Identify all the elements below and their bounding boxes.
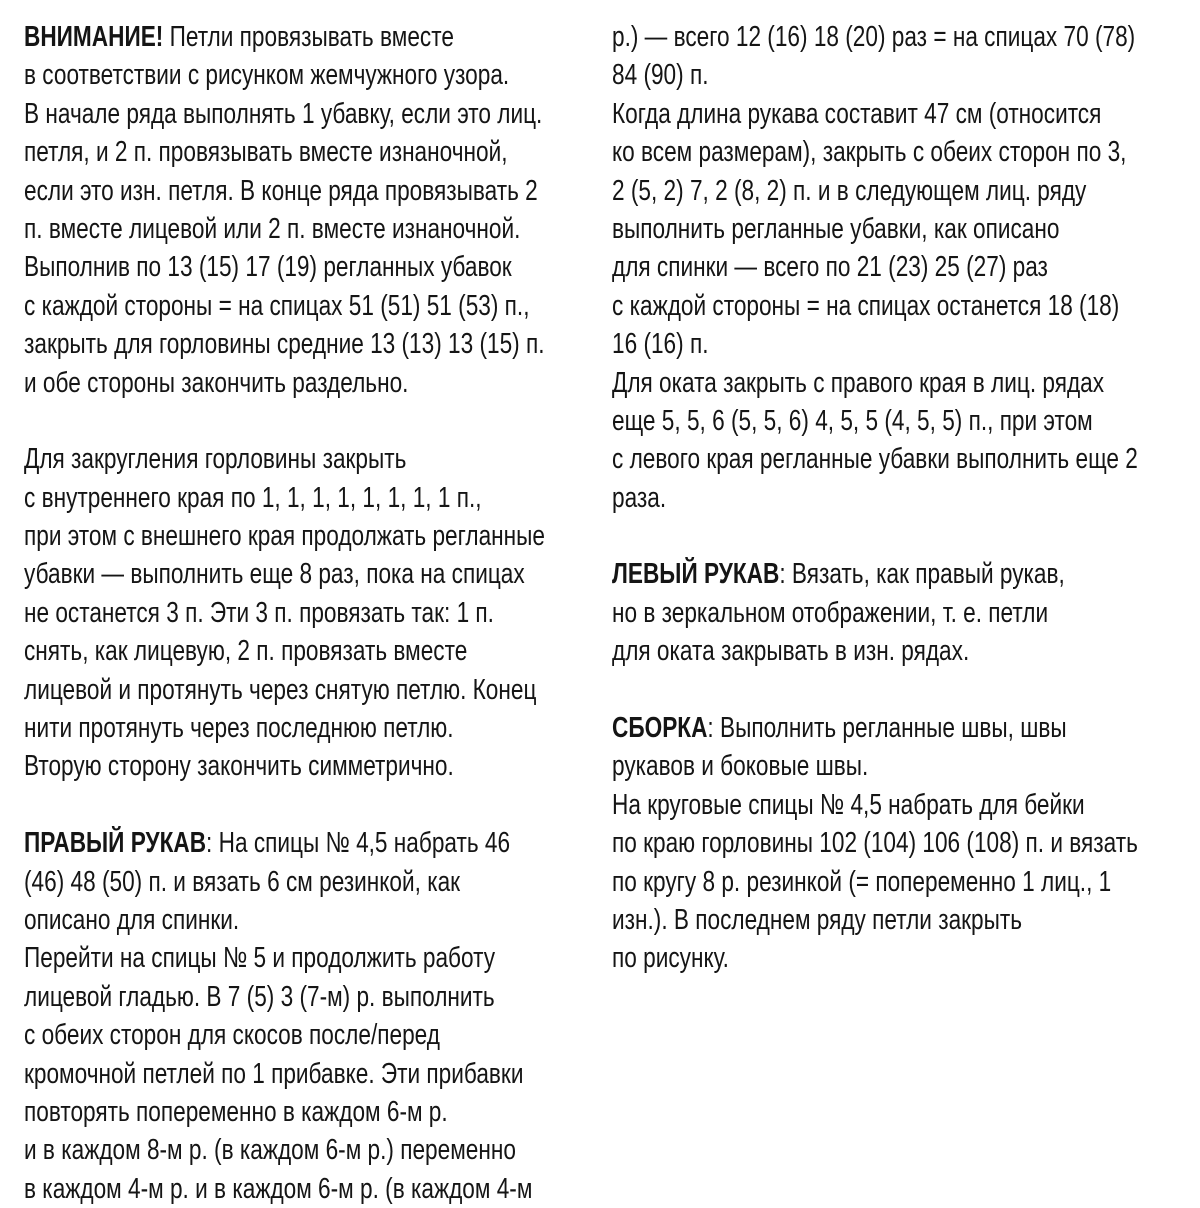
right-sleeve-section: [24, 824, 593, 1208]
warning-section: [24, 18, 593, 402]
text-line: петля, и 2 п. провязывать вместе изнаночной,: [24, 136, 508, 169]
text-line: раза.: [612, 481, 667, 514]
text-line: с левого края регланные убавки выполнить еще 2: [612, 443, 1138, 476]
right-sleeve-heading: ПРАВЫЙ РУКАВ: [24, 827, 207, 860]
text-line: для спинки — всего по 21 (23) 25 (27) раз: [612, 251, 1048, 284]
text-line: и в каждом 8-м р. (в каждом 6-м р.) переменно: [24, 1134, 516, 1167]
text-line: Для закругления горловины закрыть: [24, 443, 407, 476]
text-line: лицевой и протянуть через снятую петлю. Конец: [24, 673, 537, 706]
text-line: Для оката закрыть с правого края в лиц. рядах: [612, 366, 1105, 399]
text-line: повторять попеременно в каждом 6-м р.: [24, 1095, 448, 1128]
text-line: Когда длина рукава составит 47 см (относится: [612, 97, 1102, 130]
text-span: : Вязать, как правый рукав,: [779, 558, 1065, 591]
text-line: [612, 709, 1185, 747]
text-line: с каждой стороны = на спицах 51 (51) 51 (53) п.,: [24, 289, 530, 322]
text-line: изн.). В последнем ряду петли закрыть: [612, 903, 1023, 936]
text-line: В начале ряда выполнять 1 убавку, если это лиц.: [24, 97, 543, 130]
text-line: [612, 555, 1185, 593]
text-line: при этом с внешнего края продолжать регланные: [24, 520, 545, 553]
assembly-section: [612, 709, 1185, 978]
text-line: по кругу 8 р. резинкой (= попеременно 1 лиц., 1: [612, 865, 1112, 898]
warning-heading: ВНИМАНИЕ!: [24, 21, 164, 53]
left-sleeve-heading: ЛЕВЫЙ РУКАВ: [612, 558, 780, 591]
text-line: [24, 18, 593, 56]
text-line: и обе стороны закончить раздельно.: [24, 366, 409, 399]
paragraph-gap: [612, 517, 1185, 555]
text-line: описано для спинки.: [24, 903, 240, 936]
text-line: 16 (16) п.: [612, 328, 709, 361]
text-line: Выполнив по 13 (15) 17 (19) регланных убавок: [24, 251, 512, 284]
text-line: лицевой гладью. В 7 (5) 3 (7-м) р. выполнить: [24, 980, 495, 1013]
text-line: Перейти на спицы № 5 и продолжить работу: [24, 942, 496, 975]
text-line: рукавов и боковые швы.: [612, 750, 869, 783]
text-line: в каждом 4-м р. и в каждом 6-м р. (в каждом 4-м: [24, 1172, 533, 1205]
left-column: [24, 18, 593, 1208]
text-line: если это изн. петля. В конце ряда провязывать 2: [24, 174, 538, 207]
text-span: : Выполнить регланные швы, швы: [707, 712, 1067, 745]
text-line: [24, 824, 593, 862]
neck-section: [24, 440, 593, 786]
text-line: 2 (5, 2) 7, 2 (8, 2) п. и в следующем лиц. ряду: [612, 174, 1087, 207]
text-line: по рисунку.: [612, 942, 729, 975]
paragraph-gap: [24, 402, 593, 440]
left-sleeve-section: [612, 555, 1185, 670]
text-line: по краю горловины 102 (104) 106 (108) п. и вязать: [612, 827, 1138, 860]
text-line: 84 (90) п.: [612, 59, 709, 92]
text-line: нити протянуть через последнюю петлю.: [24, 712, 454, 745]
text-line: убавки — выполнить еще 8 раз, пока на спицах: [24, 558, 525, 591]
paragraph-gap: [24, 786, 593, 824]
text-line: Вторую сторону закончить симметрично.: [24, 750, 454, 783]
text-line: еще 5, 5, 6 (5, 5, 6) 4, 5, 5 (4, 5, 5) п., при этом: [612, 404, 1093, 437]
text-line: (46) 48 (50) п. и вязать 6 см резинкой, как: [24, 865, 461, 898]
assembly-heading: СБОРКА: [612, 712, 708, 745]
text-span: Петли провязывать вместе: [163, 21, 454, 53]
text-line: закрыть для горловины средние 13 (13) 13 (15) п.: [24, 328, 545, 361]
paragraph-gap: [612, 671, 1185, 709]
right-column: [612, 18, 1185, 978]
text-line: с обеих сторон для скосов после/перед: [24, 1019, 440, 1052]
text-line: ко всем размерам), закрыть с обеих сторон по 3,: [612, 136, 1127, 169]
text-line: не останется 3 п. Эти 3 п. провязать так: 1 п.: [24, 596, 494, 629]
text-line: На круговые спицы № 4,5 набрать для бейки: [612, 788, 1085, 821]
text-line: с каждой стороны = на спицах останется 18 (18): [612, 289, 1120, 322]
text-line: выполнить регланные убавки, как описано: [612, 212, 1060, 245]
sleeve-continuation-section: [612, 18, 1185, 517]
text-line: в соответствии с рисунком жемчужного узора.: [24, 59, 510, 92]
text-line: для оката закрывать в изн. рядах.: [612, 635, 970, 668]
text-line: п. вместе лицевой или 2 п. вместе изнаночной.: [24, 212, 521, 245]
text-line: кромочной петлей по 1 прибавке. Эти прибавки: [24, 1057, 524, 1090]
text-line: р.) — всего 12 (16) 18 (20) раз = на спицах 70 (78): [612, 21, 1136, 53]
text-line: но в зеркальном отображении, т. е. петли: [612, 596, 1049, 629]
text-line: с внутреннего края по 1, 1, 1, 1, 1, 1, 1, 1 п.,: [24, 481, 482, 514]
text-line: снять, как лицевую, 2 п. провязать вместе: [24, 635, 468, 668]
text-span: : На спицы № 4,5 набрать 46: [206, 827, 511, 860]
